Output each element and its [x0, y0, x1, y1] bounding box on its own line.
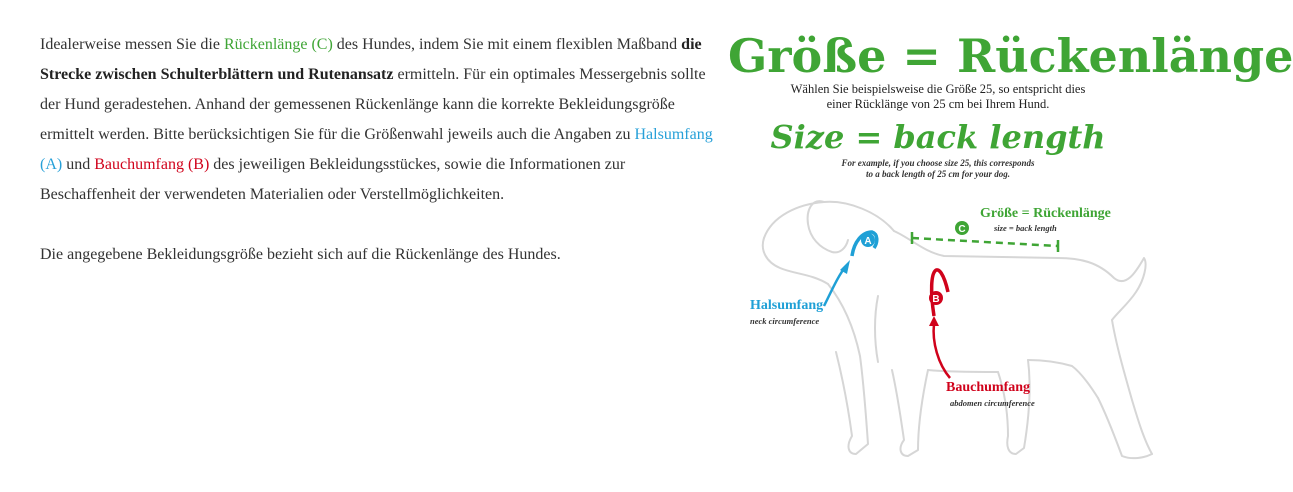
dog-outline-icon — [763, 201, 1152, 458]
abdomen-circumference-label-en: abdomen circumference — [950, 398, 1035, 408]
back-length-label: Größe = Rückenlänge — [980, 206, 1111, 221]
subtitle-de-line-2: einer Rücklänge von 25 cm bei Ihrem Hund. — [826, 97, 1050, 111]
graphic-subtitle-de — [768, 82, 1108, 112]
neck-circumference-label: Halsumfang — [750, 298, 824, 313]
marker-b-label: B — [932, 294, 940, 305]
subtitle-de-line-1: Wählen Sie beispielsweise die Größe 25, so entspricht dies — [790, 82, 1086, 96]
neck-circumference-highlight: Halsumfang (A) — [40, 126, 713, 173]
abdomen-measurement-line — [929, 270, 950, 378]
graphic-title-en: Size = back length — [770, 118, 1106, 156]
subtitle-en-line-2: to a back length of 25 cm for your dog. — [866, 169, 1010, 179]
graphic-title-de: Größe = Rückenlänge — [728, 29, 1293, 83]
text-segment: des Hundes, indem Sie mit einem flexiblen Maßband — [332, 36, 682, 53]
belly-circumference-highlight: Bauchumfang (B) — [94, 156, 210, 173]
back-length-label-en: size = back length — [994, 223, 1057, 233]
size-chart-graphic — [728, 26, 1293, 486]
text-segment: Idealerweise messen Sie die — [40, 36, 224, 53]
subtitle-en-line-1: For example, if you choose size 25, this corresponds — [841, 158, 1035, 168]
text-segment: und — [62, 156, 95, 173]
description-paragraph-2: Die angegebene Bekleidungsgröße bezieht sich auf die Rückenlänge des Hundes. — [40, 246, 561, 263]
neck-circumference-label-en: neck circumference — [750, 316, 820, 326]
text-segment: ermitteln. Für ein optimales Messergebnis sollte der Hund geradestehen. Anhand der gemessenen Rückenlänge kann die korrekte Bekleidungsgröße ermittelt werden. Bitte berücksichtigen Sie für die Größenwahl jeweils auch die Angaben zu — [40, 66, 706, 143]
graphic-subtitle-en — [788, 158, 1088, 180]
neck-measurement-line — [824, 232, 877, 306]
abdomen-circumference-label: Bauchumfang — [946, 380, 1031, 395]
text-segment: des jeweiligen Bekleidungsstückes, sowie die Informationen zur Beschaffenheit der verwendeten Materialien oder Verstellmöglichkeiten. — [40, 156, 626, 203]
marker-c-label: C — [958, 224, 966, 235]
marker-a-label: A — [864, 236, 872, 247]
back-length-highlight: Rückenlänge (C) — [223, 36, 333, 53]
size-description — [40, 30, 720, 270]
description-paragraph-1 — [40, 30, 720, 210]
measurement-instruction-bold: die Strecke zwischen Schulterblättern und Rutenansatz — [40, 36, 702, 83]
